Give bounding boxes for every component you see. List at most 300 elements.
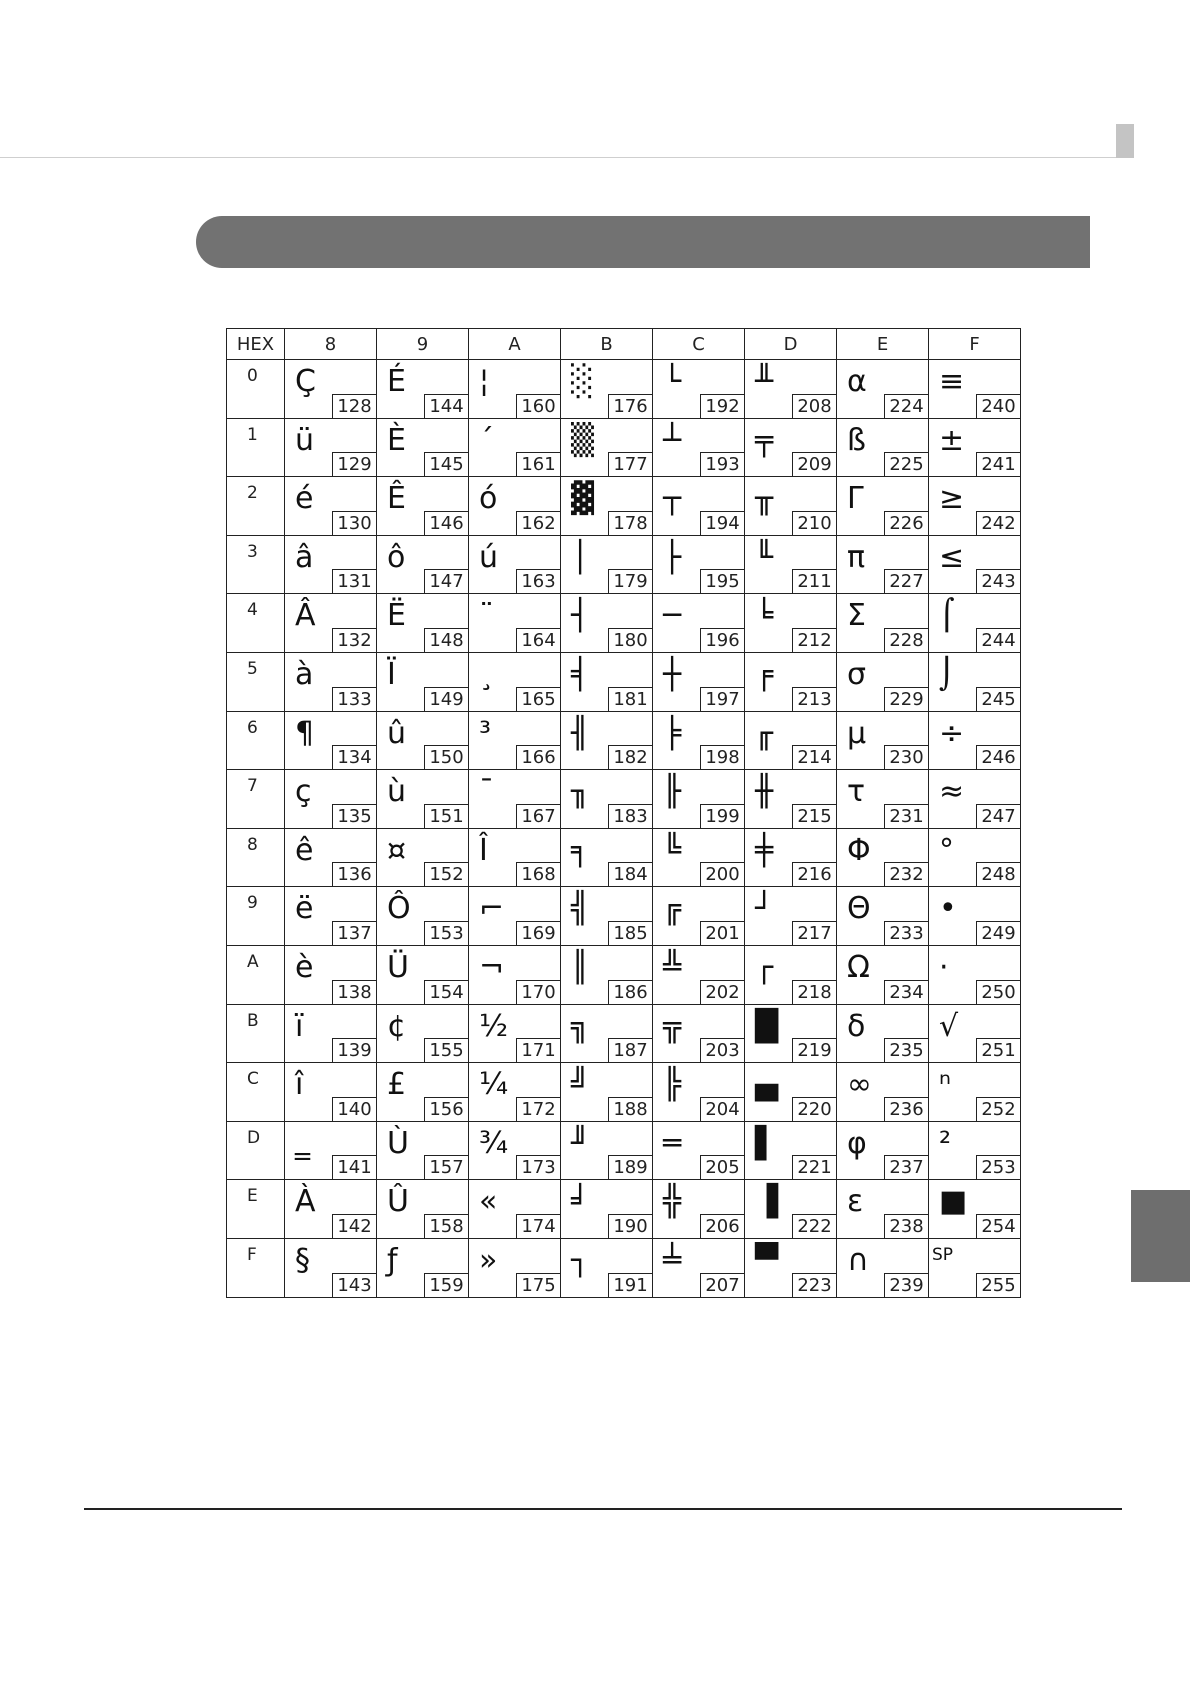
table-row — [227, 887, 1021, 946]
char-code: 149 — [424, 687, 468, 711]
char-cell — [745, 945, 837, 1004]
char-cell — [561, 594, 653, 653]
char-glyph: ó — [479, 481, 498, 517]
hex-corner-label: HEX — [227, 329, 285, 360]
char-cell — [653, 360, 745, 419]
char-cell — [837, 360, 929, 419]
char-glyph: ¾ — [479, 1125, 509, 1161]
char-glyph: ▄ — [755, 1067, 779, 1103]
char-cell — [929, 770, 1021, 829]
table-row — [227, 945, 1021, 1004]
char-cell — [745, 711, 837, 770]
char-cell — [377, 652, 469, 711]
char-cell — [745, 652, 837, 711]
char-code: 215 — [792, 804, 836, 828]
char-glyph: ç — [295, 774, 312, 810]
char-code: 200 — [700, 862, 744, 886]
char-cell — [469, 887, 561, 946]
char-cell — [561, 945, 653, 1004]
char-glyph: · — [939, 949, 949, 985]
char-code: 216 — [792, 862, 836, 886]
char-cell — [285, 1238, 377, 1297]
table-row — [227, 770, 1021, 829]
char-code: 146 — [424, 511, 468, 535]
char-code: 204 — [700, 1097, 744, 1121]
char-glyph: ê — [295, 832, 314, 868]
char-cell — [285, 477, 377, 536]
char-glyph: ▀ — [755, 1242, 779, 1278]
char-cell — [285, 945, 377, 1004]
char-cell — [377, 887, 469, 946]
char-cell — [745, 477, 837, 536]
table-header-row — [227, 329, 1021, 360]
char-code: 130 — [332, 511, 376, 535]
character-code-table — [226, 328, 1021, 1298]
char-cell — [561, 1121, 653, 1180]
char-code: 179 — [608, 569, 652, 593]
char-code: 244 — [976, 628, 1020, 652]
char-glyph: ╙ — [755, 539, 774, 575]
char-glyph: µ — [847, 715, 867, 751]
char-glyph: É — [387, 364, 406, 399]
char-code: 198 — [700, 745, 744, 769]
table-row — [227, 1004, 1021, 1063]
row-header: B — [227, 1004, 285, 1063]
char-glyph: ╧ — [663, 1242, 682, 1278]
char-cell — [929, 828, 1021, 887]
char-code: 211 — [792, 569, 836, 593]
char-cell — [377, 1121, 469, 1180]
char-code: 237 — [884, 1155, 928, 1179]
char-glyph: ¦ — [479, 364, 490, 399]
char-cell — [285, 535, 377, 594]
char-glyph: ε — [847, 1184, 864, 1220]
char-glyph: √ — [939, 1008, 959, 1044]
char-cell — [469, 1004, 561, 1063]
char-code: 219 — [792, 1038, 836, 1062]
char-cell — [469, 1238, 561, 1297]
char-glyph: ╞ — [663, 715, 682, 751]
char-code: 172 — [516, 1097, 560, 1121]
char-code: 129 — [332, 452, 376, 476]
char-code: 178 — [608, 511, 652, 535]
char-glyph: π — [847, 539, 866, 575]
char-code: 225 — [884, 452, 928, 476]
char-code: 184 — [608, 862, 652, 886]
char-cell — [929, 360, 1021, 419]
char-cell — [653, 1063, 745, 1122]
char-cell — [837, 1180, 929, 1239]
char-code: 176 — [608, 394, 652, 418]
char-glyph: φ — [847, 1125, 867, 1161]
char-code: 142 — [332, 1214, 376, 1238]
char-cell — [929, 1180, 1021, 1239]
char-cell — [745, 828, 837, 887]
char-cell — [837, 418, 929, 477]
char-glyph: ⌡ — [939, 656, 955, 692]
char-cell — [561, 360, 653, 419]
char-code: 203 — [700, 1038, 744, 1062]
char-code: 183 — [608, 804, 652, 828]
char-glyph: Ê — [387, 481, 406, 517]
char-glyph: ¢ — [387, 1008, 407, 1044]
char-code: 173 — [516, 1155, 560, 1179]
char-code: 145 — [424, 452, 468, 476]
char-code: 150 — [424, 745, 468, 769]
char-cell — [285, 418, 377, 477]
char-glyph: ╔ — [663, 891, 682, 927]
char-code: 137 — [332, 921, 376, 945]
char-cell — [469, 945, 561, 1004]
char-code: 182 — [608, 745, 652, 769]
char-code: 158 — [424, 1214, 468, 1238]
char-glyph: ┘ — [755, 891, 774, 927]
char-cell — [561, 535, 653, 594]
column-header: 8 — [285, 329, 377, 360]
char-glyph: Σ — [847, 598, 866, 634]
char-code: 247 — [976, 804, 1020, 828]
char-glyph: ß — [847, 422, 866, 458]
char-glyph: ╗ — [571, 1008, 590, 1044]
char-code: 157 — [424, 1155, 468, 1179]
char-cell — [469, 711, 561, 770]
char-cell — [469, 477, 561, 536]
char-cell — [653, 1180, 745, 1239]
char-cell — [653, 828, 745, 887]
char-code: 164 — [516, 628, 560, 652]
char-cell — [561, 770, 653, 829]
char-glyph: ╘ — [755, 598, 774, 634]
char-code: 248 — [976, 862, 1020, 886]
char-glyph: ╪ — [755, 832, 774, 868]
char-code: 175 — [516, 1273, 560, 1297]
char-glyph: Ω — [847, 949, 870, 985]
char-glyph: Ç — [295, 364, 316, 399]
char-glyph: ´ — [479, 422, 494, 458]
char-code: 136 — [332, 862, 376, 886]
char-code: 217 — [792, 921, 836, 945]
row-header: C — [227, 1063, 285, 1122]
char-glyph: ╬ — [663, 1184, 682, 1220]
char-glyph: » — [479, 1242, 498, 1278]
char-code: 246 — [976, 745, 1020, 769]
char-glyph: ▐ — [755, 1184, 779, 1220]
char-code: 231 — [884, 804, 928, 828]
char-cell — [653, 1004, 745, 1063]
row-header: 0 — [227, 360, 285, 419]
char-cell — [745, 535, 837, 594]
char-cell — [377, 1180, 469, 1239]
char-cell — [653, 477, 745, 536]
char-code: 254 — [976, 1214, 1020, 1238]
char-glyph: ∩ — [847, 1242, 869, 1278]
char-cell — [653, 418, 745, 477]
char-cell — [377, 1063, 469, 1122]
char-cell — [745, 418, 837, 477]
row-header: A — [227, 945, 285, 1004]
char-code: 188 — [608, 1097, 652, 1121]
table-row — [227, 1063, 1021, 1122]
char-cell — [561, 1238, 653, 1297]
char-code: 154 — [424, 980, 468, 1004]
char-cell — [561, 1004, 653, 1063]
table-row — [227, 711, 1021, 770]
char-code: 168 — [516, 862, 560, 886]
char-code: 148 — [424, 628, 468, 652]
char-code: 186 — [608, 980, 652, 1004]
char-glyph: ╩ — [663, 949, 682, 985]
char-code: 155 — [424, 1038, 468, 1062]
char-cell — [561, 1180, 653, 1239]
table-row — [227, 535, 1021, 594]
char-glyph: ‗ — [295, 1125, 310, 1161]
char-cell — [285, 1180, 377, 1239]
char-glyph: █ — [755, 1008, 779, 1044]
row-header: 9 — [227, 887, 285, 946]
char-glyph: ╨ — [755, 364, 774, 399]
char-cell — [377, 535, 469, 594]
char-glyph: Î — [479, 832, 488, 868]
row-header: 8 — [227, 828, 285, 887]
char-glyph: Ô — [387, 891, 411, 927]
char-code: 163 — [516, 569, 560, 593]
char-glyph: ■ — [939, 1184, 968, 1220]
char-glyph: Θ — [847, 891, 871, 927]
char-cell — [837, 1004, 929, 1063]
char-code: 197 — [700, 687, 744, 711]
char-cell — [929, 945, 1021, 1004]
char-cell — [929, 477, 1021, 536]
char-cell — [377, 1004, 469, 1063]
char-code: 234 — [884, 980, 928, 1004]
char-code: 159 — [424, 1273, 468, 1297]
table-row — [227, 652, 1021, 711]
char-glyph: ¬ — [479, 949, 505, 985]
char-code: 251 — [976, 1038, 1020, 1062]
column-header: A — [469, 329, 561, 360]
char-code: 177 — [608, 452, 652, 476]
char-glyph: ┐ — [571, 1242, 590, 1278]
char-code: 236 — [884, 1097, 928, 1121]
char-cell — [745, 770, 837, 829]
char-code: 147 — [424, 569, 468, 593]
char-cell — [745, 1063, 837, 1122]
char-glyph: « — [479, 1184, 498, 1220]
table-row — [227, 360, 1021, 419]
char-cell — [929, 418, 1021, 477]
char-cell — [929, 652, 1021, 711]
char-code: 187 — [608, 1038, 652, 1062]
char-glyph: ƒ — [387, 1242, 398, 1278]
table-row — [227, 418, 1021, 477]
char-cell — [929, 535, 1021, 594]
char-code: 228 — [884, 628, 928, 652]
char-cell — [929, 594, 1021, 653]
char-glyph: ⌠ — [939, 598, 955, 634]
char-glyph: ╜ — [571, 1125, 590, 1161]
char-glyph: ╡ — [571, 656, 590, 692]
char-cell — [653, 770, 745, 829]
char-glyph: ║ — [571, 949, 590, 985]
char-cell — [469, 360, 561, 419]
char-code: 218 — [792, 980, 836, 1004]
char-cell — [745, 360, 837, 419]
char-glyph: ≥ — [939, 481, 965, 517]
char-code: 241 — [976, 452, 1020, 476]
char-code: 202 — [700, 980, 744, 1004]
char-code: 161 — [516, 452, 560, 476]
char-cell — [561, 652, 653, 711]
char-code: 171 — [516, 1038, 560, 1062]
char-code: 181 — [608, 687, 652, 711]
char-code: 192 — [700, 394, 744, 418]
char-cell — [745, 594, 837, 653]
table-body — [227, 360, 1021, 1298]
char-glyph: ∞ — [847, 1067, 872, 1103]
char-glyph: À — [295, 1184, 316, 1220]
char-glyph: δ — [847, 1008, 866, 1044]
char-glyph: ╚ — [663, 832, 682, 868]
char-glyph: ╫ — [755, 774, 774, 810]
char-code: 230 — [884, 745, 928, 769]
column-header: B — [561, 329, 653, 360]
char-glyph: ¤ — [387, 832, 407, 868]
char-code: 196 — [700, 628, 744, 652]
char-code: 245 — [976, 687, 1020, 711]
char-cell — [929, 887, 1021, 946]
char-glyph: ═ — [663, 1125, 682, 1161]
char-glyph: ù — [387, 774, 407, 810]
char-cell — [653, 594, 745, 653]
char-glyph: ï — [295, 1008, 304, 1044]
char-code: 162 — [516, 511, 560, 535]
char-glyph: ▒ — [571, 422, 595, 458]
char-code: 209 — [792, 452, 836, 476]
char-glyph: ├ — [663, 539, 682, 575]
char-code: 222 — [792, 1214, 836, 1238]
char-code: 190 — [608, 1214, 652, 1238]
char-cell — [561, 711, 653, 770]
char-glyph: Φ — [847, 832, 871, 868]
char-code: 205 — [700, 1155, 744, 1179]
char-glyph: ▓ — [571, 481, 595, 517]
char-code: 229 — [884, 687, 928, 711]
char-cell — [837, 1063, 929, 1122]
char-glyph: ³ — [479, 715, 492, 751]
char-cell — [929, 1121, 1021, 1180]
char-code: 249 — [976, 921, 1020, 945]
section-title-bar — [196, 216, 1090, 268]
row-header: 6 — [227, 711, 285, 770]
char-glyph: ─ — [663, 598, 682, 634]
char-code: 143 — [332, 1273, 376, 1297]
char-glyph: ╣ — [571, 891, 590, 927]
table-row — [227, 594, 1021, 653]
char-cell — [377, 711, 469, 770]
char-code: 250 — [976, 980, 1020, 1004]
char-cell — [837, 887, 929, 946]
column-header: E — [837, 329, 929, 360]
char-cell — [561, 828, 653, 887]
char-glyph: ± — [939, 422, 965, 458]
char-cell — [377, 594, 469, 653]
char-glyph: ¶ — [295, 715, 315, 751]
char-glyph: ╓ — [755, 715, 774, 751]
char-cell — [837, 711, 929, 770]
char-cell — [837, 535, 929, 594]
char-cell — [837, 652, 929, 711]
char-glyph: ┤ — [571, 598, 590, 634]
char-code: 233 — [884, 921, 928, 945]
char-cell — [469, 1180, 561, 1239]
char-code: 193 — [700, 452, 744, 476]
char-glyph: Û — [387, 1184, 409, 1220]
char-glyph: ≡ — [939, 364, 965, 399]
char-code: 212 — [792, 628, 836, 652]
footer-rule — [84, 1508, 1122, 1510]
char-glyph: ¼ — [479, 1067, 509, 1103]
char-glyph: ╟ — [663, 774, 682, 810]
char-code: 252 — [976, 1097, 1020, 1121]
char-cell — [929, 1238, 1021, 1297]
char-code: 239 — [884, 1273, 928, 1297]
char-code: 208 — [792, 394, 836, 418]
char-glyph: è — [295, 949, 314, 985]
row-header: 2 — [227, 477, 285, 536]
char-cell — [561, 887, 653, 946]
char-cell — [285, 770, 377, 829]
char-code: 220 — [792, 1097, 836, 1121]
char-code: 224 — [884, 394, 928, 418]
char-cell — [285, 711, 377, 770]
header-thumb-tab — [1116, 124, 1134, 158]
char-glyph: ╒ — [755, 656, 774, 692]
char-code: 131 — [332, 569, 376, 593]
column-header: C — [653, 329, 745, 360]
row-header: E — [227, 1180, 285, 1239]
table-row — [227, 1121, 1021, 1180]
char-glyph: Γ — [847, 481, 864, 517]
char-cell — [469, 652, 561, 711]
char-code: 243 — [976, 569, 1020, 593]
char-glyph: ╖ — [571, 774, 590, 810]
char-glyph: ⁿ — [939, 1067, 951, 1103]
char-glyph: Ë — [387, 598, 406, 634]
char-code: 133 — [332, 687, 376, 711]
table-row — [227, 1180, 1021, 1239]
char-glyph: ½ — [479, 1008, 509, 1044]
char-code: 227 — [884, 569, 928, 593]
char-cell — [837, 1238, 929, 1297]
char-cell — [837, 1121, 929, 1180]
char-cell — [285, 828, 377, 887]
char-code: 134 — [332, 745, 376, 769]
char-cell — [653, 1121, 745, 1180]
char-glyph: σ — [847, 656, 867, 692]
char-cell — [377, 477, 469, 536]
char-glyph: │ — [571, 539, 590, 575]
char-code: 238 — [884, 1214, 928, 1238]
char-cell — [561, 418, 653, 477]
char-cell — [745, 1121, 837, 1180]
char-glyph: ú — [479, 539, 499, 575]
char-cell — [285, 652, 377, 711]
char-glyph: ° — [939, 832, 954, 868]
char-glyph: È — [387, 422, 406, 458]
char-cell — [469, 535, 561, 594]
row-header: D — [227, 1121, 285, 1180]
char-cell — [285, 594, 377, 653]
